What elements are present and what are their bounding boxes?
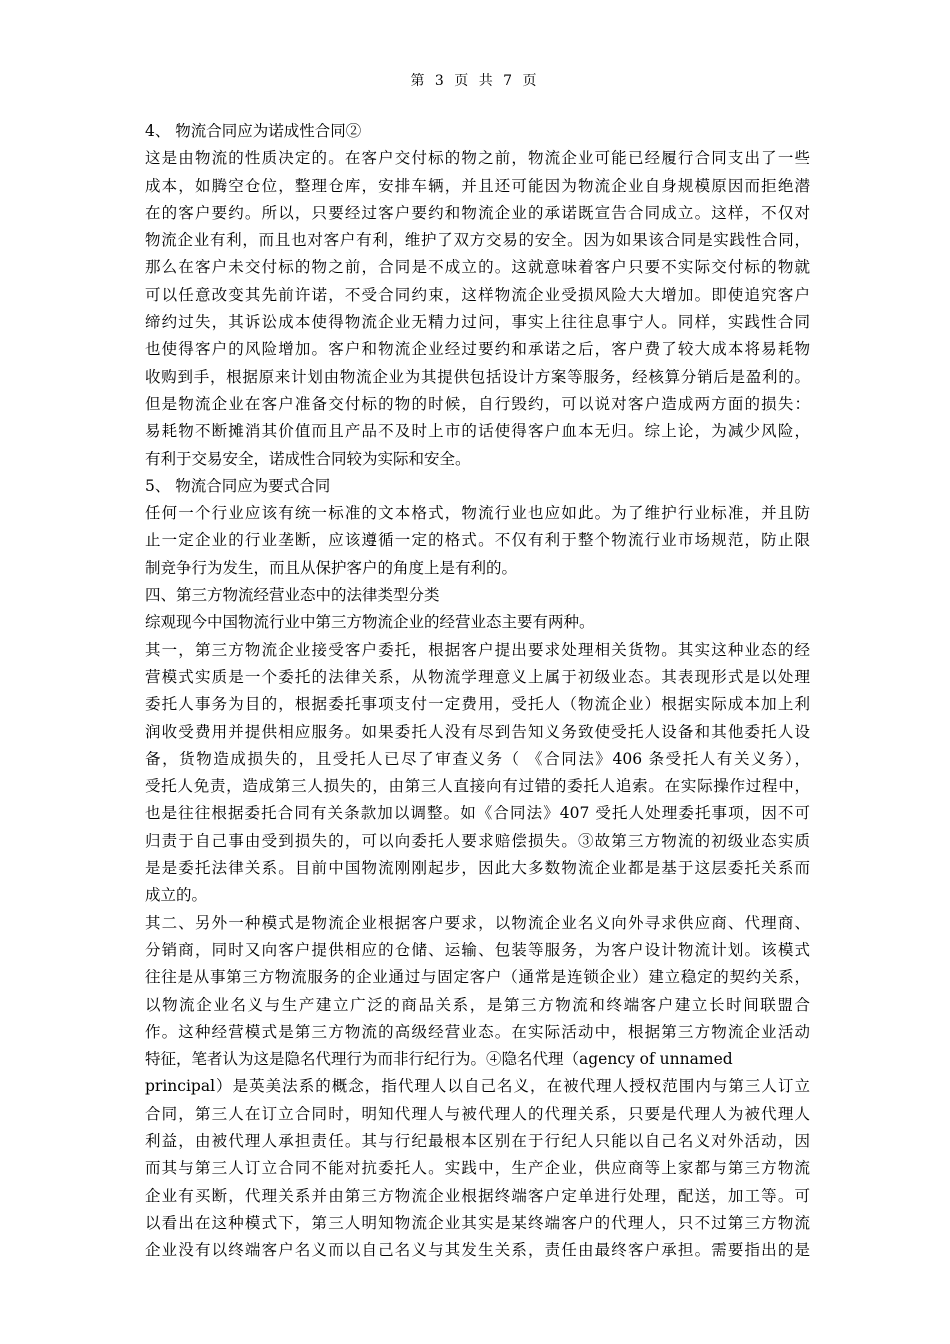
text-line: 往往是从事第三方物流服务的企业通过与固定客户（通常是连锁企业）建立稳定的契约关系，	[145, 968, 810, 987]
text-line: 营模式实质是一个委托的法律关系，从物流学理意义上属于初级业态。其表现形式是以处理	[145, 667, 810, 686]
text-line: 有利于交易安全，诺成性合同较为实际和安全。	[145, 449, 471, 468]
document-body	[145, 118, 810, 1264]
text-line: 企业有买断，代理关系并由第三方物流企业根据终端客户定单进行处理，配送，加工等。可	[145, 1186, 810, 1205]
text-line: 利益，由被代理人承担责任。其与行纪最根本区别在于行纪人只能以自己名义对外活动，因	[145, 1131, 810, 1150]
text-line: 可以任意改变其先前许诺，不受合同约束，这样物流企业受损风险大大增加。即使追究客户	[145, 285, 810, 304]
text-line: 也是往往根据委托合同有关条款加以调整。如《合同法》407 受托人处理委托事项，因不可	[145, 804, 810, 823]
text-line: 易耗物不断摊消其价值而且产品不及时上市的话使得客户血本无归。综上论，为减少风险，	[145, 422, 810, 441]
text-line: 这是由物流的性质决定的。在客户交付标的物之前，物流企业可能已经履行合同支出了一些	[145, 149, 810, 168]
text-line: 特征，笔者认为这是隐名代理行为而非行纪行为。④隐名代理（agency of unnamed	[145, 1050, 733, 1069]
text-line: 分销商，同时又向客户提供相应的仓储、运输、包装等服务，为客户设计物流计划。该模式	[145, 940, 810, 959]
text-line: 备，货物造成损失的，且受托人已尽了审查义务（ 《合同法》406 条受托人有关义务），	[145, 749, 810, 768]
text-line: 其一，第三方物流企业接受客户委托，根据客户提出要求处理相关货物。其实这种业态的经	[145, 640, 810, 659]
text-line: 成本，如腾空仓位，整理仓库，安排车辆，并且还可能因为物流企业自身规模原因而拒绝潜	[145, 176, 810, 195]
text-line: 以物流企业名义与生产建立广泛的商品关系，是第三方物流和终端客户建立长时间联盟合	[145, 995, 810, 1014]
text-line: 是是委托法律关系。目前中国物流刚刚起步，因此大多数物流企业都是基于这层委托关系而	[145, 859, 810, 878]
text-line: 综观现今中国物流行业中第三方物流企业的经营业态主要有两种。	[145, 613, 595, 632]
text-line: 其二、另外一种模式是物流企业根据客户要求，以物流企业名义向外寻求供应商、代理商、	[145, 913, 810, 932]
text-line: 合同，第三人在订立合同时，明知代理人与被代理人的代理关系，只要是代理人为被代理人	[145, 1104, 810, 1123]
text-line: 但是物流企业在客户准备交付标的物的时候，自行毁约，可以说对客户造成两方面的损失：	[145, 394, 810, 413]
text-line: 委托人事务为目的，根据委托事项支付一定费用，受托人（物流企业）根据实际成本加上利	[145, 695, 810, 714]
text-line: 而其与第三人订立合同不能对抗委托人。实践中，生产企业，供应商等上家都与第三方物流	[145, 1159, 810, 1178]
text-line: principal）是英美法系的概念，指代理人以自己名义，在被代理人授权范围内与第三人订立	[145, 1077, 810, 1096]
text-line: 物流企业有利，而且也对客户有利，维护了双方交易的安全。因为如果该合同是实践性合同，	[145, 231, 810, 250]
text-line: 企业没有以终端客户名义而以自己名义与其发生关系，责任由最终客户承担。需要指出的是	[145, 1241, 810, 1260]
text-line: 4、 物流合同应为诺成性合同②	[145, 122, 362, 140]
text-line: 润收受费用并提供相应服务。如果委托人没有尽到告知义务致使受托人设备和其他委托人设	[145, 722, 810, 741]
text-line: 也使得客户的风险增加。客户和物流企业经过要约和承诺之后，客户费了较大成本将易耗物	[145, 340, 810, 359]
text-line: 5、 物流合同应为要式合同	[145, 476, 331, 495]
text-line: 在的客户要约。所以，只要经过客户要约和物流企业的承诺既宣告合同成立。这样，不仅对	[145, 203, 810, 222]
text-line: 成立的。	[145, 886, 208, 905]
text-line: 归责于自己事由受到损失的，可以向委托人要求赔偿损失。③故第三方物流的初级业态实质	[145, 831, 810, 850]
text-line: 以看出在这种模式下，第三人明知物流企业其实是某终端客户的代理人，只不过第三方物流	[145, 1213, 810, 1232]
text-line: 任何一个行业应该有统一标准的文本格式，物流行业也应如此。为了维护行业标准，并且防	[145, 504, 810, 523]
text-line: 受托人免责，造成第三人损失的，由第三人直接向有过错的委托人追索。在实际操作过程中，	[145, 777, 810, 796]
text-line: 四、第三方物流经营业态中的法律类型分类	[145, 586, 440, 605]
text-line: 那么在客户未交付标的物之前，合同是不成立的。这就意味着客户只要不实际交付标的物就	[145, 258, 810, 277]
text-line: 作。这种经营模式是第三方物流的高级经营业态。在实际活动中，根据第三方物流企业活动	[145, 1022, 810, 1041]
text-line: 制竞争行为发生，而且从保护客户的角度上是有利的。	[145, 558, 518, 577]
text-line: 缔约过失，其诉讼成本使得物流企业无精力过问，事实上往往息事宁人。同样，实践性合同	[145, 313, 810, 332]
page-number-header: 第 3 页 共 7 页	[410, 73, 540, 89]
text-line: 止一定企业的行业垄断，应该遵循一定的格式。不仅有利于整个物流行业市场规范，防止限	[145, 531, 810, 550]
text-line: 收购到手，根据原来计划由物流企业为其提供包括设计方案等服务，经核算分销后是盈利的。	[145, 367, 810, 386]
